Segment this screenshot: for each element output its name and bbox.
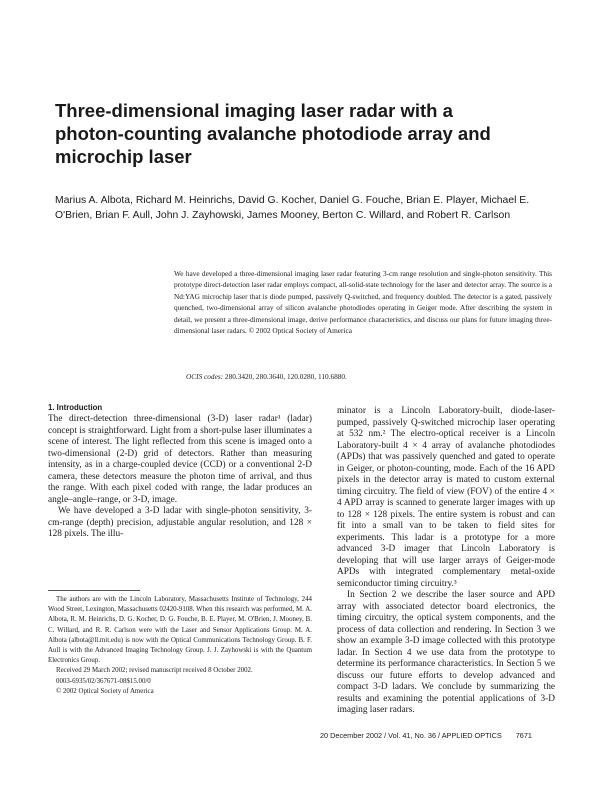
- ocis-label: OCIS codes:: [186, 372, 224, 381]
- intro-paragraph-3: minator is a Lincoln Laboratory-built, diode-laser-pumped, passively Q-switched microchip laser operating at 532 nm.² The electro-optical receiver is a Lincoln Laboratory-built 4 × 4 array of avalanche photodiodes (APDs) that was passively quenched and gated to operate in Geiger, or photon-counting, mode. Each of the 16 APD pixels in the detector array is mated to custom external timing circuitry. The field of view (FOV) of the entire 4 × 4 APD array is scanned to generate larger images with up to 128 × 128 pixels. The entire system is robust and can fit into a small van to be taken to field sites for experiments. This ladar is a prototype for a more advanced 3-D imager that Lincoln Laboratory is developing that will use larger arrays of Geiger-mode APDs with integrated complementary metal-oxide semiconductor timing circuitry.³: [337, 406, 555, 589]
- section-heading-introduction: 1. Introduction: [48, 403, 103, 412]
- page-number: 7671: [515, 731, 532, 740]
- intro-paragraph-2: We have developed a 3-D ladar with single-photon sensitivity, 3-cm-range (depth) precision, adjustable angular resolution, and 128 × 128 pixels. The illu-: [48, 506, 312, 539]
- ocis-values: 280.3420, 280.3640, 120.0280, 110.6880.: [224, 372, 347, 381]
- abstract: We have developed a three-dimensional imaging laser radar featuring 3-cm range resolution and single-photon sensitivity. This prototype direct-detection laser radar employs compact, all-solid-state technology for the laser and detector array. The source is a Nd:YAG microchip laser that is diode pumped, passively Q-switched, and frequency doubled. The detector is a gated, passively quenched, two-dimensional array of silicon avalanche photodiodes operating in Geiger mode. After describing the system in detail, we present a three-dimensional image, derive performance characteristics, and discuss our plans for future imaging three-dimensional laser radars. © 2002 Optical Society of America: [174, 269, 552, 336]
- page-footer: [320, 731, 552, 741]
- paper-title: Three-dimensional imaging laser radar with a photon-counting avalanche photodiode array and microchip laser: [55, 100, 491, 167]
- right-column: [337, 406, 555, 717]
- footnote-copyright: © 2002 Optical Society of America: [56, 687, 154, 695]
- footnote-divider: [48, 590, 140, 591]
- footnote-affiliation: The authors are with the Lincoln Laboratory, Massachusetts Institute of Technology, 244 Wood Street, Lexington, Massachusetts 02420-9108. When this research was performed, M. A. Albota, R. M. Heinrichs, D. G. Kocher, D. G. Fouche, B. E. Player, M. O'Brien, J. Mooney, B. C. Willard, and R. R. Carlson were with the Laser and Sensor Applications Group. M. A. Albota (albota@ll.mit.edu) is now with the Optical Communications Technology Group. B. F. Aull is with the Advanced Imaging Technology Group. J. J. Zayhowski is with the Quantum Electronics Group.: [48, 596, 312, 665]
- journal-citation: 20 December 2002 / Vol. 41, No. 36 / APPLIED OPTICS: [320, 731, 502, 740]
- footnotes: [48, 595, 312, 697]
- intro-paragraph-4: In Section 2 we describe the laser source and APD array with associated detector board electronics, the timing circuitry, the optical system components, and the process of data collection and rendering. In Section 3 we show an example 3-D image collected with this prototype ladar. In Section 4 we use data from the prototype to determine its performance characteristics. In Section 5 we discuss our future efforts to develop advanced and compact 3-D ladars. We conclude by summarizing the results and examining the potential applications of 3-D imaging laser radars.: [337, 590, 555, 715]
- author-list: Marius A. Albota, Richard M. Heinrichs, David G. Kocher, Daniel G. Fouche, Brian E. Player, Michael E. O'Brien, Brian F. Aull, John J. Zayhowski, James Mooney, Berton C. Willard, and Robert R. Carlson: [55, 195, 530, 222]
- footnote-code: 0003-6935/02/367671-08$15.00/0: [56, 677, 151, 685]
- intro-paragraph-1: The direct-detection three-dimensional (3-D) laser radar¹ (ladar) concept is straightforward. Light from a short-pulse laser illuminates a scene of interest. The light reflected from this scene is imaged onto a two-dimensional (2-D) grid of detectors. Rather than measuring intensity, as in a charge-coupled device (CCD) or a conventional 2-D camera, these detectors measure the photon time of arrival, and thus the range. With each pixel coded with range, the ladar produces an angle–angle–range, or 3-D, image.: [48, 414, 312, 505]
- left-column: [48, 402, 312, 541]
- ocis-codes: [186, 371, 552, 382]
- footnote-received: Received 29 March 2002; revised manuscript received 8 October 2002.: [56, 667, 253, 675]
